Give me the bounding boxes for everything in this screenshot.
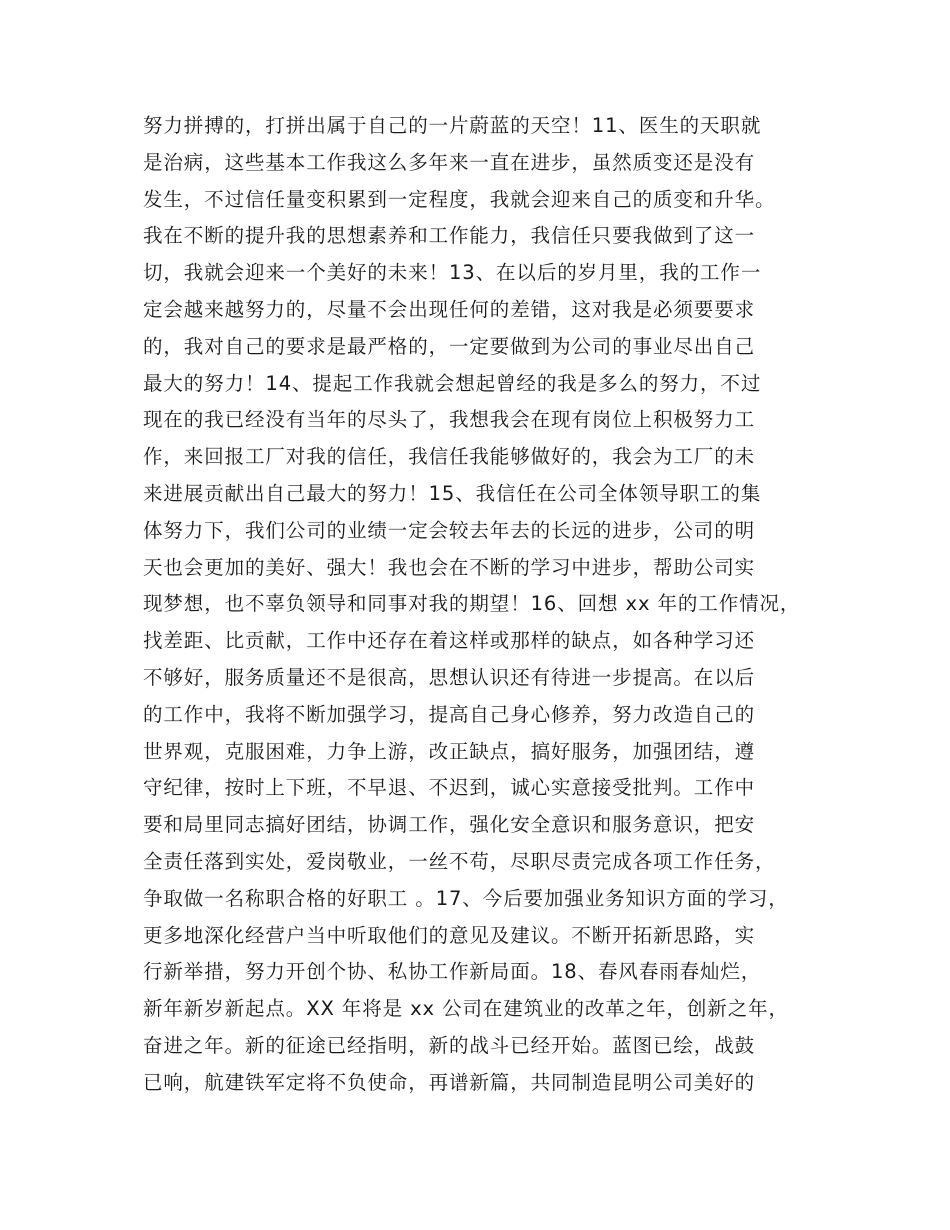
text-line-8: 最大的努力！14、提起工作我就会想起曾经的我是多么的努力，不过 xyxy=(143,371,762,395)
text-line-25: 新年新岁新起点。XX 年将是 xx 公司在建筑业的改革之年，创新之年， xyxy=(143,997,789,1021)
text-line-11: 来进展贡献出自己最大的努力！15、我信任在公司全体领导职工的集 xyxy=(143,481,762,505)
body-text xyxy=(143,108,823,1102)
text-line-6: 定会越来越努力的，尽量不会出现任何的差错，这对我是必须要要求 xyxy=(143,297,756,321)
text-line-24: 行新举措，努力开创个协、私协工作新局面。18、春风春雨春灿烂， xyxy=(143,960,762,984)
text-line-16: 不够好，服务质量还不是很高，思想认识还有待进一步提高。在以后 xyxy=(143,665,756,689)
text-line-19: 守纪律，按时上下班，不早退、不迟到，诚心实意接受批判。工作中 xyxy=(143,776,756,800)
text-line-4: 我在不断的提升我的思想素养和工作能力，我信任只要我做到了这一 xyxy=(143,224,756,248)
text-line-10: 作，来回报工厂对我的信任，我信任我能够做好的，我会为工厂的未 xyxy=(143,445,756,469)
text-line-17: 的工作中，我将不断加强学习，提高自己身心修养，努力改造自己的 xyxy=(143,702,756,726)
text-line-3: 发生，不过信任量变积累到一定程度，我就会迎来自己的质变和升华。 xyxy=(143,187,776,211)
text-line-18: 世界观，克服困难，力争上游，改正缺点，搞好服务，加强团结，遵 xyxy=(143,739,756,763)
text-line-9: 现在的我已经没有当年的尽头了，我想我会在现有岗位上积极努力工 xyxy=(143,408,756,432)
text-line-12: 体努力下，我们公司的业绩一定会较去年去的长远的进步，公司的明 xyxy=(143,518,756,542)
text-line-15: 找差距、比贡献，工作中还存在着这样或那样的缺点，如各种学习还 xyxy=(143,629,756,653)
text-line-21: 全责任落到实处，爱岗敬业，一丝不苟，尽职尽责完成各项工作任务， xyxy=(143,849,776,873)
text-line-26: 奋进之年。新的征途已经指明，新的战斗已经开始。蓝图已绘，战鼓 xyxy=(143,1033,756,1057)
text-line-1: 努力拼搏的，打拼出属于自己的一片蔚蓝的天空！11、医生的天职就 xyxy=(143,114,762,137)
text-line-5: 切，我就会迎来一个美好的未来！13、在以后的岁月里，我的工作一 xyxy=(143,261,762,285)
text-line-27: 已响，航建铁军定将不负使命，再谱新篇，共同制造昆明公司美好的 xyxy=(143,1070,756,1094)
text-line-7: 的，我对自己的要求是最严格的，一定要做到为公司的事业尽出自己 xyxy=(143,334,756,358)
text-line-23: 更多地深化经营户当中听取他们的意见及建议。不断开拓新思路，实 xyxy=(143,923,756,947)
text-line-20: 要和局里同志搞好团结，协调工作，强化安全意识和服务意识，把安 xyxy=(143,813,756,837)
text-line-22: 争取做一名称职合格的好职工 。17、今后要加强业务知识方面的学习， xyxy=(143,886,789,910)
text-line-13: 天也会更加的美好、强大！我也会在不断的学习中进步，帮助公司实 xyxy=(143,555,756,579)
text-line-2: 是治病，这些基本工作我这么多年来一直在进步，虽然质变还是没有 xyxy=(143,150,756,174)
text-line-14: 现梦想，也不辜负领导和同事对我的期望！16、回想 xx 年的工作情况， xyxy=(143,592,801,616)
